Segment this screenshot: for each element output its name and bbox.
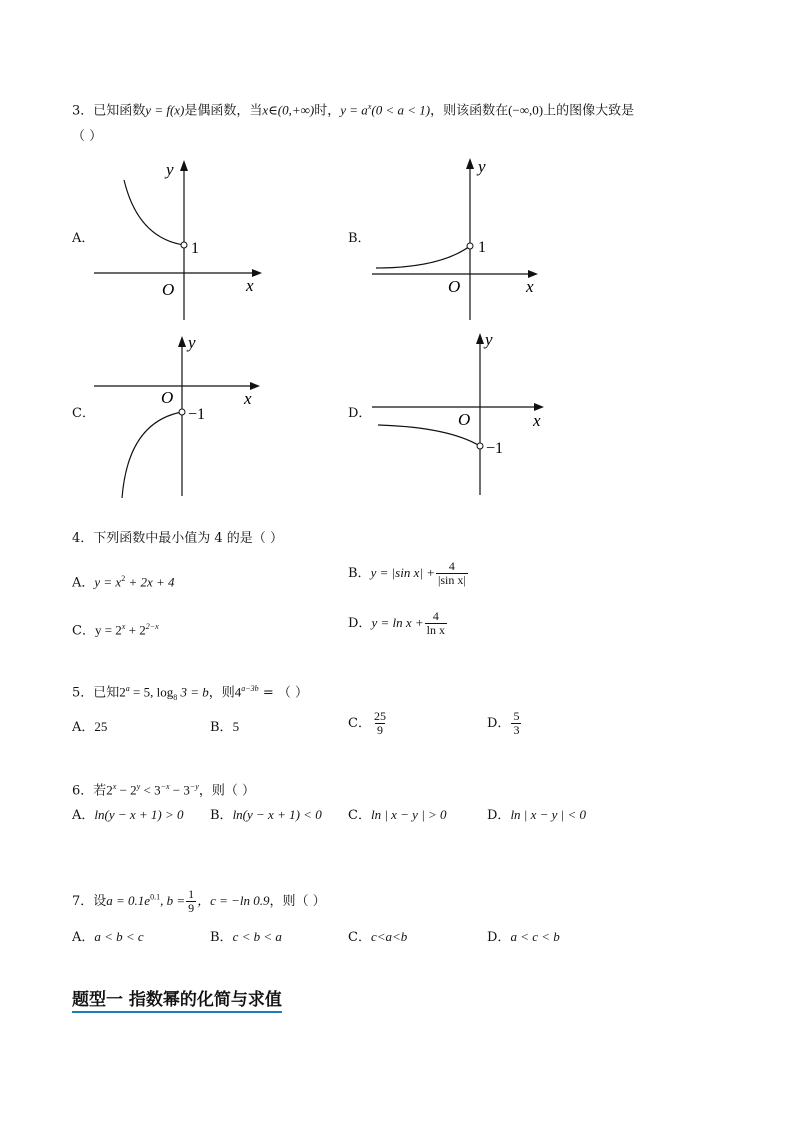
q3-d-mark: −1 <box>486 440 504 457</box>
q5-option-c[interactable]: C． $\frac{25}{9}$ <box>348 709 386 737</box>
q3-a-mark: 1 <box>191 240 199 257</box>
q4-option-d[interactable]: D．y = ln x + $\frac{4}{\text{ln x}}$ <box>348 609 445 637</box>
q6-option-b[interactable]: B．ln(y − x + 1) < 0 <box>210 807 322 823</box>
q3-option-c-label[interactable]: C． <box>72 406 95 421</box>
q3-b-origin: O <box>448 277 461 296</box>
q7-stem: 7．设$a = 0.1e^{0.1}$, b = $\frac{1}{9}$ ，c = −ln 0.9，则（ ） <box>72 887 326 915</box>
q7-option-c[interactable]: C．c<a<b <box>348 929 408 945</box>
q3-b-axis-x: x <box>526 277 534 296</box>
q3-c-axis-y: y <box>188 333 196 352</box>
q3-option-d-label[interactable]: D． <box>348 406 372 421</box>
q5-option-d[interactable]: D． $\frac{5}{3}$ <box>487 709 520 737</box>
q6-option-d[interactable]: D．ln | x − y | < 0 <box>487 807 587 823</box>
q7-option-a[interactable]: A．a < b < c <box>72 929 144 945</box>
q3-d-origin: O <box>458 410 471 429</box>
q6-option-c[interactable]: C．ln | x − y | > 0 <box>348 807 447 823</box>
q3-a-axis-y: y <box>166 160 174 179</box>
q3-a-axis-x: x <box>246 276 254 295</box>
q3-graph-c[interactable] <box>88 330 278 504</box>
q5-option-a[interactable]: A．25 <box>72 719 108 735</box>
q3-graph-b[interactable] <box>368 150 558 329</box>
q3-c-axis-x: x <box>244 389 252 408</box>
q5-stem: 5．已知$2^a = 5$, $\log_8 3 = b$，则$4^{a-3b}$ = （ ） <box>72 684 308 702</box>
q3-option-a-label[interactable]: A． <box>72 231 95 246</box>
q3-stem: 3．已知函数y = f(x)是偶函数，当x∈(0,+∞)时，$y = a^x(0 < a < 1)$，则该函数在(−∞,0)上的图像大致是 <box>72 102 635 119</box>
q3-c-origin: O <box>161 388 174 407</box>
q7-option-b[interactable]: B．c < b < a <box>210 929 282 945</box>
q3-d-axis-x: x <box>533 411 541 430</box>
q3-answer-paren: （ ） <box>72 129 103 144</box>
q3-b-axis-y: y <box>478 157 486 176</box>
section-heading: 题型一 指数幂的化简与求值 <box>72 985 282 1013</box>
q3-b-mark: 1 <box>478 239 486 256</box>
q3-option-b-label[interactable]: B． <box>348 231 371 246</box>
q4-option-b[interactable]: B．y = |sin x| + $\frac{4}{\text{|sin x|}}$ <box>348 559 466 587</box>
q5-option-b[interactable]: B．5 <box>210 719 240 735</box>
q3-graph-d[interactable] <box>368 325 558 504</box>
q3-graph-a[interactable] <box>88 150 278 329</box>
q4-stem: 4．下列函数中最小值为 4 的是（ ） <box>72 531 283 546</box>
q3-c-mark: −1 <box>188 406 206 423</box>
q4-option-c[interactable]: C．$y = 2^x + 2^{2-x}$ <box>72 622 159 639</box>
q3-a-origin: O <box>162 280 175 299</box>
q6-stem: 6．若$2^x - 2^y < 3^{-x} - 3^{-y}$，则（ ） <box>72 782 255 799</box>
q4-option-a[interactable]: A．$y = x^2 + 2x + 4$ <box>72 574 175 591</box>
q6-option-a[interactable]: A．ln(y − x + 1) > 0 <box>72 807 184 823</box>
q3-d-axis-y: y <box>485 330 493 349</box>
q7-option-d[interactable]: D．a < c < b <box>487 929 560 945</box>
